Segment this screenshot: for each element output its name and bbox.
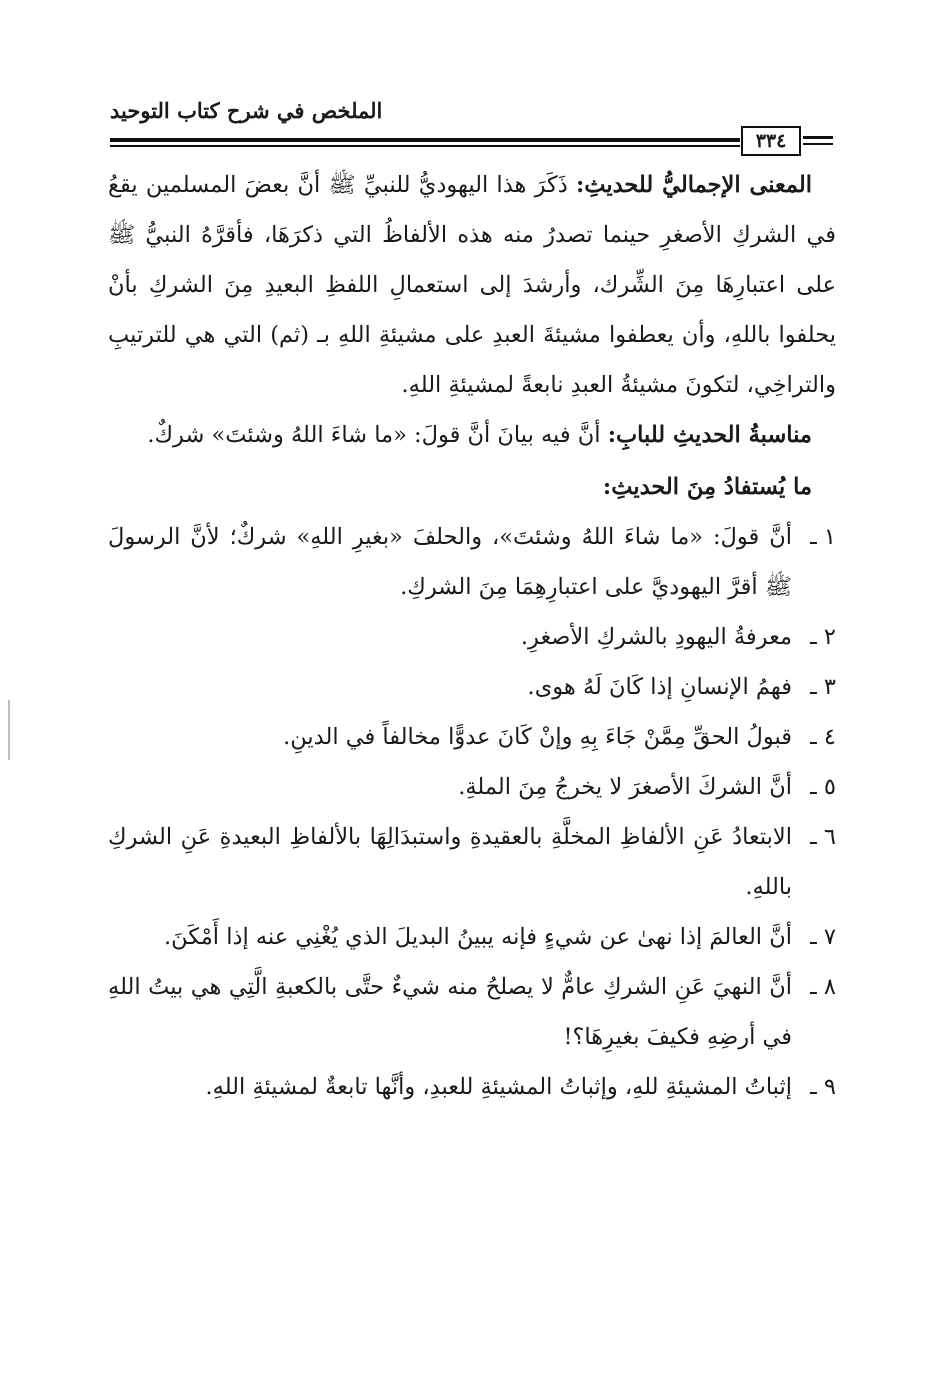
paragraph-text: ذَكَرَ هذا اليهوديُّ للنبيِّ ﷺ أنَّ بعضَ المسلمين يقعُ في الشركِ الأصغرِ حينما تصدرُ منه هذه الألفاظُ التي ذكرَهَا، فأقرَّهُ النبيُّ ﷺ على اعتبارِهَا مِنَ الشِّرك، وأرشدَ إلى استعمالِ اللفظِ البعيدِ مِنَ الشركِ بأنْ يحلفوا باللهِ، وأن يعطفوا مشيئةَ العبدِ على مشيئةِ اللهِ بـ (ثم) التي هي للترتيبِ والتراخِي، لتكونَ مشيئةُ العبدِ نابعةً لمشيئةِ اللهِ. bbox=[108, 172, 836, 398]
list-item bbox=[108, 662, 836, 712]
item-text: أنَّ النهيَ عَنِ الشركِ عامٌّ لا يصلحُ منه شيءٌ حتَّى بالكعبةِ الَّتِي هي بيتُ اللهِ في أرضِهِ فكيفَ بغيرِهَا؟! bbox=[108, 974, 792, 1050]
page-body bbox=[108, 160, 836, 1112]
list-item bbox=[108, 912, 836, 962]
paragraph-heading: مناسبةُ الحديثِ للبابِ: bbox=[607, 422, 812, 448]
item-number: ٤ ـ bbox=[810, 724, 836, 750]
item-text: الابتعادُ عَنِ الألفاظِ المخلَّةِ بالعقيدةِ واستبدَالِهَا بالألفاظِ البعيدةِ عَنِ الشركِ باللهِ. bbox=[108, 824, 792, 900]
header-rule-thick bbox=[110, 138, 740, 142]
header-rule-thin bbox=[110, 145, 740, 147]
item-number: ٧ ـ bbox=[810, 924, 836, 950]
running-header-title: الملخص في شرح كتاب التوحيد bbox=[110, 98, 383, 123]
item-text: قبولُ الحقِّ مِمَّنْ جَاءَ بِهِ وإنْ كَانَ عدوًّا مخالفاً في الدينِ. bbox=[283, 724, 792, 750]
list-item bbox=[108, 1062, 836, 1112]
item-number: ٣ ـ bbox=[810, 674, 836, 700]
item-number: ٩ ـ bbox=[810, 1074, 836, 1100]
header-rule-right-thin bbox=[803, 143, 833, 145]
item-number: ٨ ـ bbox=[810, 974, 836, 1000]
item-text: أنَّ الشركَ الأصغرَ لا يخرجُ مِنَ الملةِ. bbox=[458, 774, 792, 800]
list-item bbox=[108, 612, 836, 662]
item-number: ٦ ـ bbox=[810, 824, 836, 850]
header-rule-right-thick bbox=[803, 136, 833, 139]
paragraph-overall-meaning bbox=[108, 160, 836, 410]
list-item bbox=[108, 812, 836, 912]
item-number: ٥ ـ bbox=[810, 774, 836, 800]
list-item bbox=[108, 962, 836, 1062]
list-item bbox=[108, 512, 836, 612]
item-text: معرفةُ اليهودِ بالشركِ الأصغرِ. bbox=[520, 624, 792, 650]
item-number: ١ ـ bbox=[810, 524, 836, 550]
item-number: ٢ ـ bbox=[810, 624, 836, 650]
benefits-list bbox=[108, 512, 836, 1112]
item-text: فهمُ الإنسانِ إذا كَانَ لَهُ هوى. bbox=[527, 674, 792, 700]
item-text: أنَّ العالمَ إذا نهىٰ عن شيءٍ فإنه يبينُ البديلَ الذي يُغْنِي عنه إذا أَمْكَنَ. bbox=[164, 924, 792, 950]
paragraph-heading: المعنى الإجماليُّ للحديثِ: bbox=[575, 172, 812, 198]
item-text: أنَّ قولَ: «ما شاءَ اللهُ وشئتَ»، والحلفَ «بغيرِ اللهِ» شركٌ؛ لأنَّ الرسولَ ﷺ أقرَّ اليهوديَّ على اعتبارِهِمَا مِنَ الشركِ. bbox=[108, 524, 792, 600]
paragraph-text: أنَّ فيه بيانَ أنَّ قولَ: «ما شاءَ اللهُ وشئتَ» شركٌ. bbox=[147, 422, 601, 448]
list-item bbox=[108, 712, 836, 762]
benefits-title: ما يُستفادُ مِنَ الحديثِ: bbox=[602, 474, 812, 500]
paragraph-relevance bbox=[108, 410, 836, 460]
scan-margin-mark bbox=[8, 700, 10, 760]
list-item bbox=[108, 762, 836, 812]
item-text: إثباتُ المشيئةِ للهِ، وإثباتُ المشيئةِ للعبدِ، وأنَّها تابعةٌ لمشيئةِ اللهِ. bbox=[205, 1074, 792, 1100]
page-number: ٣٣٤ bbox=[741, 126, 801, 156]
